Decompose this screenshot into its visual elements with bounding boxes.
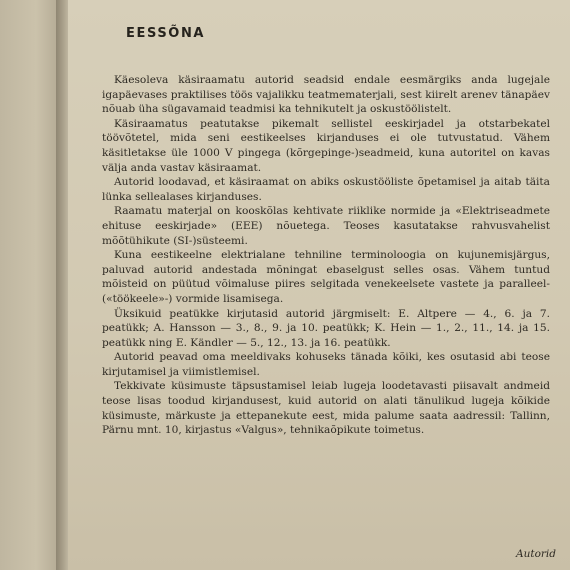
page-text-block: [102, 26, 550, 438]
paragraph-1: Käesoleva käsiraamatu autorid seadsid endale eesmärgiks anda lugejale igapäevases praktilises töös vajalikku teatmematerjali, sest kiirelt arenev tänapäev nõuab üha sügavamaid teadmisi ka tehnikutelt ja oskustöölistelt.: [102, 74, 550, 116]
paragraph-6: Üksikuid peatükke kirjutasid autorid järgmiselt: E. Altpere — 4., 6. ja 7. peatükk; A. Hansson — 3., 8., 9. ja 10. peatükk; K. Hein — 1., 2., 11., 14. ja 15. peatükk ning E. Kändler — 5., 12., 13. ja 16. peatükk.: [102, 307, 550, 349]
paragraph-5: Kuna eestikeelne elektrialane tehniline terminoloogia on kujunemisjärgus, paluvad autorid andestada mõningat ebaselgust selles osas. Vähem tuntud mõisteid on püütud võimaluse piires selgitada venekeelsete vastete ja paralleel- («töökeele»-) vormide lisamisega.: [102, 249, 550, 305]
signature: Autorid: [516, 548, 556, 560]
paragraph-3: Autorid loodavad, et käsiraamat on abiks oskustööliste õpetamisel ja aitab täita lünka sellealases kirjanduses.: [102, 176, 550, 203]
paragraph-2: Käsiraamatus peatutakse pikemalt sellistel eeskirjadel ja otstarbekatel töövõtetel, mida seni eestikeelses kirjanduses ei ole tutvustatud. Vähem käsitletakse üle 1000 V pingega (kõrgepinge-)seadmeid, kuna autoritel on kavas välja anda vastav käsiraamat.: [102, 117, 550, 174]
book-page: [68, 0, 570, 570]
paragraph-8: Tekkivate küsimuste täpsustamisel leiab lugeja loodetavasti piisavalt andmeid teose lisas toodud kirjandusest, kuid autorid on alati tänulikud lugeja kõikide küsimuste, märkuste ja ettepanekute eest, mida palume saata aadressil: Tallinn, Pärnu mnt. 10, kirjastus «Valgus», tehnikaõpikute toimetus.: [102, 380, 550, 437]
previous-page-edge: [0, 0, 60, 570]
page-title: EESSÕNA: [126, 26, 206, 41]
paragraph-4: Raamatu materjal on kooskõlas kehtivate riiklike normide ja «Elektriseadmete ehituse eeskirjade» (EEE) nõuetega. Teoses kasutatakse rahvusvahelist mõõtühikute (SI-)süsteemi.: [102, 205, 550, 247]
paragraph-7: Autorid peavad oma meeldivaks kohuseks tänada kõiki, kes osutasid abi teose kirjutamisel ja viimistlemisel.: [102, 351, 550, 378]
